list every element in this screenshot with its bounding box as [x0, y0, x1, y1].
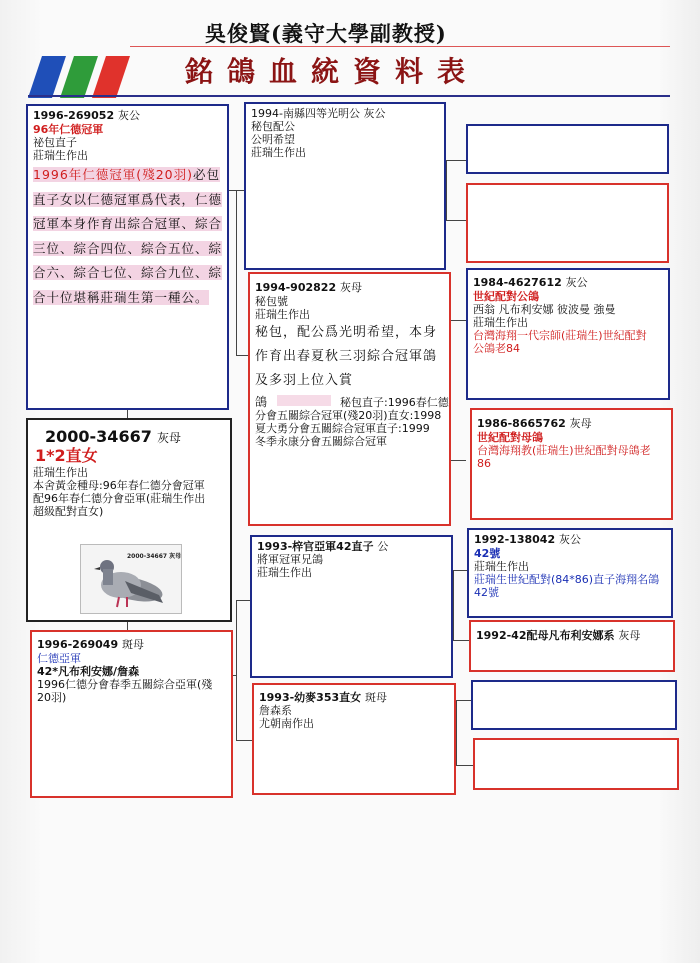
header-rule — [130, 46, 670, 47]
dd-header — [259, 691, 449, 704]
ss-line: 莊瑞生作出 — [251, 146, 306, 159]
dam-box — [30, 630, 233, 798]
sire-color: 灰公 — [117, 109, 140, 122]
ss-box — [244, 102, 446, 270]
dsd-header — [476, 629, 668, 642]
dam-header — [37, 638, 226, 652]
sire-box — [26, 104, 229, 410]
ds-header — [257, 540, 446, 553]
sd-line: 秘包號 — [255, 295, 288, 308]
sds-ring: 1984-4627612 — [473, 276, 562, 289]
sd-ring: 1994-902822 — [255, 281, 337, 294]
sd-box — [248, 272, 451, 526]
connector — [456, 765, 473, 766]
connector — [453, 570, 467, 571]
sdd-line: 台灣海翔教(莊瑞生)世紀配對母鴿老 — [477, 444, 651, 457]
dsd-box — [469, 620, 675, 672]
sd-small-line: 冬季永康分會五關綜合冠軍 — [255, 435, 387, 448]
ss-header — [251, 107, 439, 120]
dam-line: 42*凡布利安娜/詹森 — [37, 665, 140, 678]
connector — [127, 622, 128, 630]
dss-line: 莊瑞生作出 — [474, 560, 529, 573]
ss-line: 秘包配公 — [251, 120, 295, 133]
sd-small-line: 夏大勇分會五關綜合冠軍直子:1999 — [255, 422, 430, 435]
sds-line: 莊瑞生作出 — [473, 316, 528, 329]
title-rule — [28, 95, 670, 97]
dam-ring: 1996-269049 — [37, 638, 119, 651]
dd-title: 1993-幼麥353直女 — [259, 691, 362, 704]
sire-description — [33, 163, 222, 310]
subject-line: 配96年春仁德分會亞軍(莊瑞生作出 — [33, 492, 206, 505]
sdd-line: 86 — [477, 457, 491, 470]
sds-color: 灰公 — [565, 276, 588, 289]
dds-box-empty — [471, 680, 677, 730]
dss-color: 灰公 — [558, 533, 581, 546]
connector — [236, 740, 252, 741]
dss-ring: 1992-138042 — [474, 533, 556, 546]
dd-line: 尤朝南作出 — [259, 717, 314, 730]
connector — [446, 220, 466, 221]
connector — [456, 700, 471, 701]
dsd-title: 1992-42配母凡布利安娜系 — [476, 629, 615, 642]
dam-line: 20羽) — [37, 691, 67, 704]
subject-line: 超級配對直女) — [33, 505, 104, 518]
sdd-header — [477, 417, 666, 431]
author-heading: 吳俊賢(義守大學副教授) — [205, 21, 447, 46]
sds-box — [466, 268, 670, 400]
dam-line: 仁德亞軍 — [37, 652, 81, 665]
connector — [236, 190, 237, 355]
subject-ring: 2000-34667 — [45, 427, 152, 446]
dss-line: 莊瑞生世紀配對(84*86)直子海翔名鴿 — [474, 573, 660, 586]
sds-line: 世紀配對公鴿 — [473, 290, 539, 303]
ss-title: 1994-南縣四等光明公 — [251, 107, 360, 120]
logo-stripes — [28, 56, 138, 98]
sire-desc-rest: 必包直子女以仁德冠軍爲代表，仁德冠軍本身作育出綜合冠軍、綜合三位、綜合四位、綜合五位、綜合六、綜合七位、綜合九位、綜合十位堪稱莊瑞生第一種公。 — [33, 167, 223, 305]
sds-line: 公鴿老84 — [473, 342, 520, 355]
dsd-color: 灰母 — [618, 629, 641, 642]
connector — [233, 675, 237, 676]
sds-line: 台灣海翔一代宗師(莊瑞生)世紀配對 — [473, 329, 647, 342]
dam-color: 斑母 — [121, 638, 144, 651]
connector — [127, 410, 128, 418]
ss-line: 公明希望 — [251, 133, 295, 146]
dss-header — [474, 533, 666, 547]
sdd-ring: 1986-8665762 — [477, 417, 566, 430]
sire-line: 祕包直子 — [33, 136, 77, 149]
connector — [236, 355, 248, 356]
ds-color: 公 — [377, 540, 389, 553]
connector — [453, 640, 469, 641]
subject-color: 灰母 — [156, 431, 181, 445]
sire-header — [33, 109, 222, 123]
dam-line: 1996仁德分會春季五關綜合亞軍(殘 — [37, 678, 213, 691]
subject-name: 1*2直女 — [35, 446, 98, 465]
sd-color: 灰母 — [339, 281, 362, 294]
sd-line: 莊瑞生作出 — [255, 308, 310, 321]
connector — [236, 600, 250, 601]
subject-header — [45, 427, 225, 446]
ds-line: 莊瑞生作出 — [257, 566, 312, 579]
pigeon-photo — [80, 544, 182, 614]
sds-line: 西翁 凡布利安娜 彼波曼 強曼 — [473, 303, 616, 316]
sire-desc-lead: 1996年仁德冠軍(殘20羽) — [33, 167, 193, 182]
sd-small-line: 分會五關綜合冠軍(殘20羽)直女:1998 — [255, 409, 442, 422]
sds-header — [473, 276, 663, 290]
dd-color: 斑母 — [365, 691, 387, 704]
page-title: 銘鴿血統資料表 — [185, 55, 480, 88]
dss-line: 42號 — [474, 586, 499, 599]
sd-desc-tail — [255, 395, 449, 409]
ds-line: 將軍冠軍兄鴿 — [257, 553, 323, 566]
sdd-box — [470, 408, 673, 520]
ds-box — [250, 535, 453, 678]
connector — [236, 600, 237, 740]
highlight-mark — [277, 395, 331, 406]
connector — [446, 160, 466, 161]
dd-box — [252, 683, 456, 795]
sire-line: 96年仁德冠軍 — [33, 123, 104, 136]
sd-header — [255, 281, 444, 295]
connector — [229, 190, 236, 191]
sire-line: 莊瑞生作出 — [33, 149, 88, 162]
ss-color: 灰公 — [363, 107, 386, 120]
sire-ring: 1996-269052 — [33, 109, 115, 122]
connector — [453, 570, 454, 640]
subject-line: 莊瑞生作出 — [33, 466, 88, 479]
dd-line: 詹森系 — [259, 704, 292, 717]
photo-label: 2000-34667 灰母 — [127, 553, 182, 560]
ds-title: 1993-梓官亞軍42直子 — [257, 540, 374, 553]
ddd-box-empty — [473, 738, 679, 790]
sd-description: 秘包，配公爲光明希望，本身作育出春夏秋三羽綜合冠軍鴿及多羽上位入賞 — [255, 325, 438, 388]
connector — [446, 160, 447, 220]
sss-box-empty — [466, 124, 669, 174]
dss-box — [467, 528, 673, 618]
dss-line: 42號 — [474, 547, 501, 560]
sdd-color: 灰母 — [569, 417, 592, 430]
sd-desc-tail-a: 鴿 — [255, 395, 268, 409]
sd-desc-tail-b: 秘包直子:1996春仁德 — [340, 396, 449, 409]
sdd-line: 世紀配對母鴿 — [477, 431, 543, 444]
subject-line: 本舍黃金種母:96年春仁德分會冠軍 — [33, 479, 205, 492]
connector — [456, 700, 457, 765]
ssd-box-empty — [466, 183, 669, 263]
